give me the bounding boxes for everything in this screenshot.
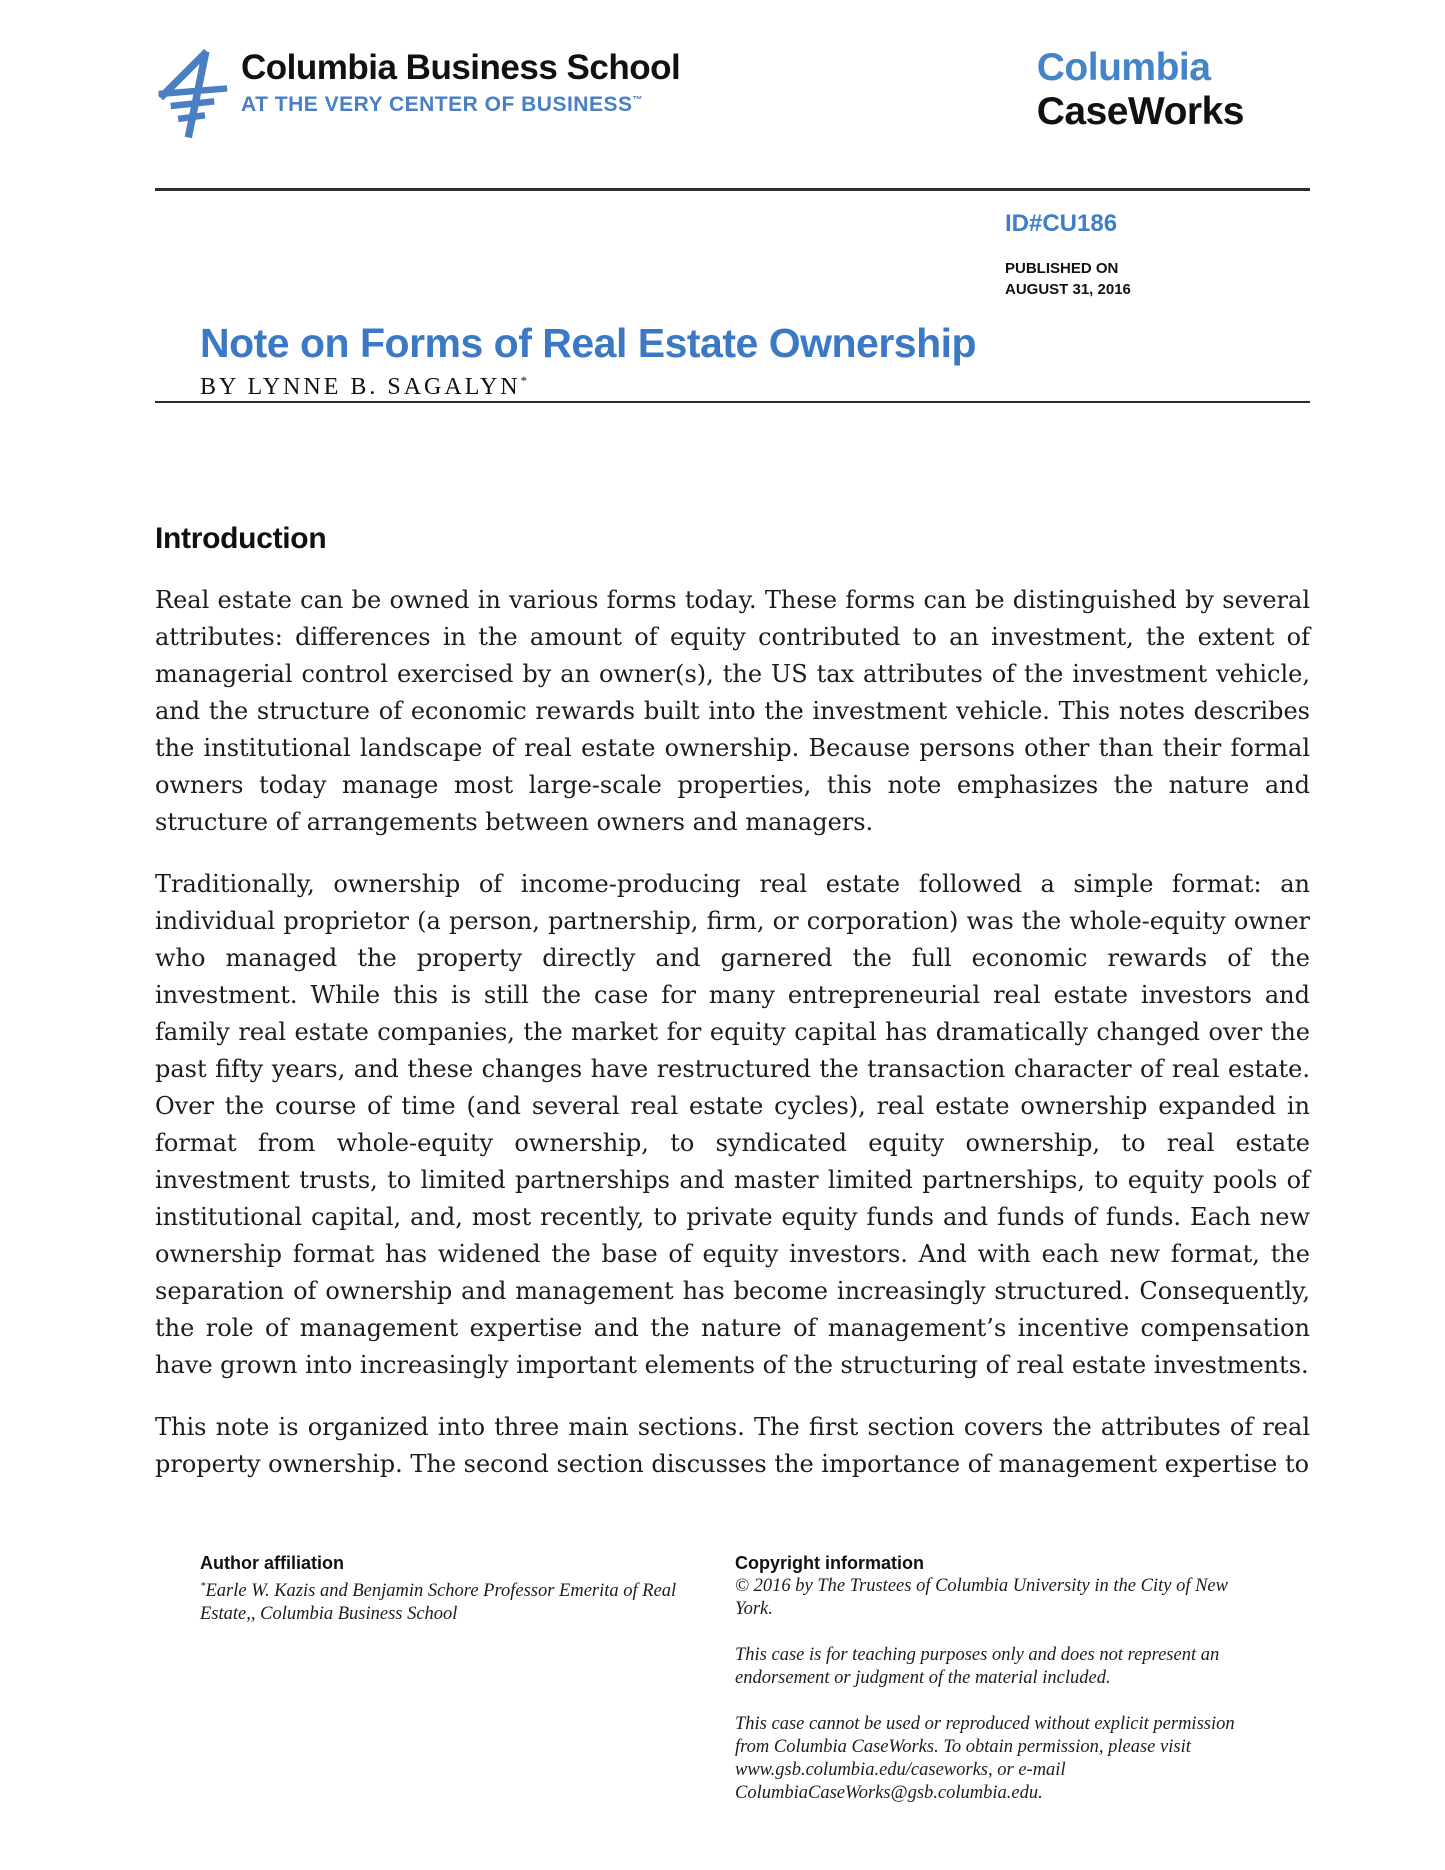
- copyright-paragraph-2: This case is for teaching purposes only and does not represent an endorsement or judgment of the material included.: [735, 1645, 1220, 1688]
- page-footer: [200, 1552, 1250, 1828]
- published-label: PUBLISHED ON: [1005, 260, 1119, 277]
- affiliation-text: Earle W. Kazis and Benjamin Schore Professor Emerita of Real Estate,, Columbia Business School: [200, 1581, 677, 1625]
- cbs-logo-tagline: [241, 94, 680, 115]
- cbs-logo-name: Columbia Business School: [241, 48, 681, 87]
- title-block: [200, 322, 1310, 399]
- byline-author: BY LYNNE B. SAGALYN: [200, 374, 521, 401]
- copyright-paragraph-3: This case cannot be used or reproduced without explicit permission from Columbia CaseWorks. To obtain permission, please visit www.gsb.columbia.edu/caseworks, or e-mail ColumbiaCaseWorks@gsb.columbia.edu.: [735, 1714, 1235, 1803]
- case-id: ID#CU186: [1005, 210, 1118, 237]
- caseworks-logo-line1: Columbia: [1036, 46, 1211, 89]
- cbs-tagline-text: AT THE VERY CENTER OF BUSINESS: [241, 93, 633, 116]
- caseworks-logo-line2: CaseWorks: [1036, 90, 1244, 133]
- header: [155, 40, 1310, 144]
- section-heading-introduction: Introduction: [155, 522, 327, 555]
- author-affiliation-text: [200, 1575, 678, 1626]
- columbia-caseworks-logo: [1037, 46, 1244, 134]
- intro-paragraph-2: Traditionally, ownership of income-producing real estate followed a simple format: an individual proprietor (a person, partnership, firm, or corporation) was the whole-equity owner who managed the property directly and garnered the full economic rewards of the investment. While this is still the case for many entrepreneurial real estate investors and family real estate companies, the market for equity capital has dramatically changed over the past fifty years, and these changes have restructured the transaction character of real estate. Over the course of time (and several real estate cycles), real estate ownership expanded in format from whole-equity ownership, to syndicated equity ownership, to real estate investment trusts, to limited partnerships and master limited partnerships, to equity pools of institutional capital, and, most recently, to private equity funds and funds of funds. Each new ownership format has widened the base of equity investors. And with each new format, the separation of ownership and management has become increasingly structured. Consequently, the role of management expertise and the nature of management’s incentive compensation have grown into increasingly important elements of the structuring of real estate investments.: [155, 870, 1310, 1379]
- published-date: AUGUST 31, 2016: [1005, 281, 1131, 298]
- author-affiliation-heading: Author affiliation: [200, 1553, 344, 1573]
- byline-footnote-marker: *: [520, 373, 528, 389]
- document-body: [155, 522, 1310, 1508]
- cbs-lightning-bolt-icon: [155, 44, 229, 144]
- byline-divider: [155, 401, 1310, 403]
- affiliation-footnote-marker: *: [200, 1580, 206, 1592]
- copyright-paragraph-1: © 2016 by The Trustees of Columbia University in the City of New York.: [735, 1576, 1228, 1619]
- cbs-logo-text: [241, 50, 680, 115]
- intro-paragraph-3: This note is organized into three main sections. The first section covers the attributes of real property ownership. The second section discusses the importance of management expertise to: [155, 1413, 1310, 1478]
- published-on: [1005, 258, 1131, 300]
- header-divider: [155, 188, 1310, 191]
- trademark-symbol: ™: [632, 95, 643, 106]
- intro-paragraph-1: Real estate can be owned in various forms today. These forms can be distinguished by several attributes: differences in the amount of equity contributed to an investment, the extent of managerial control exercised by an owner(s), the US tax attributes of the investment vehicle, and the structure of economic rewards built into the investment vehicle. This notes describes the institutional landscape of real estate ownership. Because persons other than their formal owners today manage most large-scale properties, this note emphasizes the nature and structure of arrangements between owners and managers.: [155, 586, 1310, 836]
- author-affiliation-block: [200, 1552, 678, 1828]
- columbia-business-school-logo: [155, 40, 680, 144]
- copyright-block: [735, 1552, 1250, 1828]
- document-meta: [1005, 212, 1131, 300]
- byline: [200, 374, 1310, 399]
- copyright-heading: Copyright information: [735, 1553, 924, 1573]
- page-title: Note on Forms of Real Estate Ownership: [200, 320, 977, 366]
